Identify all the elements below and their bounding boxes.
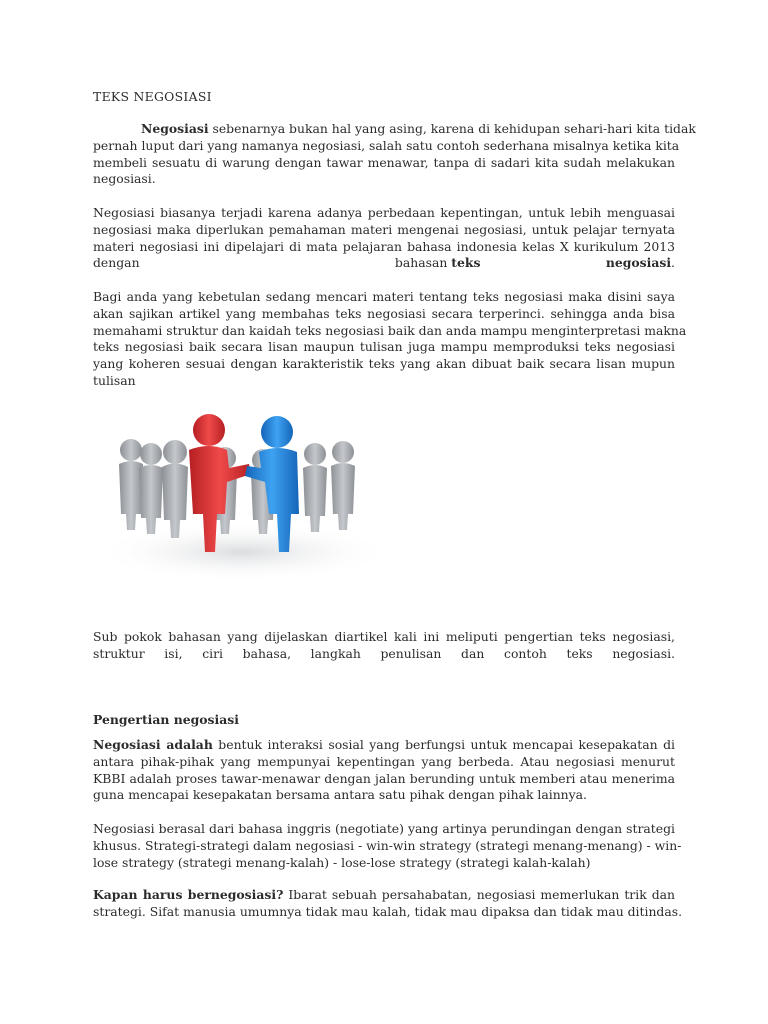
p2-word-bahasan: bahasan [394,255,448,271]
p2-bold-teks: teks [451,255,481,271]
p6-line-1: Negosiasi berasal dari bahasa inggris (negotiate) yang artinya perundingan dengan strategi [93,821,675,836]
p2-line-4 [93,255,675,272]
p7-text-1: Ibarat sebuah persahabatan, negosiasi memerlukan trik dan [283,887,675,902]
p2-line-3: materi negosiasi ini dipelajari di mata pelajaran bahasa indonesia kelas X kurikulum 2013 [93,238,675,254]
intro-paragraph [93,121,696,188]
grey-person [119,439,143,530]
p2-bold-negosiasi: negosiasi [605,255,672,271]
paragraph-asal-kata [93,821,682,871]
p6-line-2: khusus. Strategi-strategi dalam negosiasi - win-win strategy (strategi menang-menang) - win- [93,837,682,853]
p7-line-1 [93,887,675,904]
p2-word-group [265,255,481,272]
intro-line-3: membeli sesuatu di warung dengan tawar menawar, tanpa di sadari kita sudah melakukan [93,154,675,170]
p3-line-1: Bagi anda yang kebetulan sedang mencari materi tentang teks negosiasi maka disini saya [93,289,675,304]
p2-period: . [671,255,675,271]
paragraph-kapan [93,887,683,921]
p5-text-1: bentuk interaksi sosial yang berfungsi untuk mencapai kesepakatan di [212,737,675,752]
intro-bold-lead: Negosiasi [141,121,209,136]
p5-line-1 [93,737,675,754]
intro-text-1: sebenarnya bukan hal yang asing, karena di kehidupan sehari-hari kita tidak [208,121,696,136]
paragraph-sub-pokok [93,629,675,663]
p6-line-3: lose strategy (strategi menang-kalah) - lose-lose strategy (strategi kalah-kalah) [93,854,591,870]
paragraph-definisi [93,737,675,804]
handshake-people-illustration [93,402,393,582]
heading-pengertian: Pengertian negosiasi [93,712,239,727]
p7-line-2: strategi. Sifat manusia umumnya tidak mau kalah, tidak mau dipaksa dan tidak mau ditindas. [93,903,683,919]
p2-word-negosiasi-group [606,255,675,272]
handshake-svg [93,402,393,582]
p2-line-2: negosiasi maka diperlukan pemahaman materi mengenai negosiasi, untuk pelajar ternyata [93,221,675,237]
paragraph-kepentingan [93,205,675,272]
p5-line-4: guna mencapai kesepakatan bersama antara satu pihak dengan pihak lainnya. [93,787,587,803]
p2-word-dengan: dengan [93,255,140,271]
p4-line-2: struktur isi, ciri bahasa, langkah penulisan dan contoh teks negosiasi. [93,645,675,661]
p7-bold-lead: Kapan harus bernegosiasi? [93,887,284,902]
p3-line-3: memahami struktur dan kaidah teks negosiasi baik dan anda mampu menginterpretasi makna [93,322,687,338]
p3-line-5: yang koheren sesuai dengan karakteristik teks yang akan dibuat baik secara lisan mupun [93,356,675,372]
page-title: TEKS NEGOSIASI [93,89,212,104]
p3-line-4: teks negosiasi baik secara lisan maupun tulisan juga mampu memproduksi teks negosiasi [93,339,675,355]
p5-bold-lead: Negosiasi adalah [93,737,213,752]
intro-line-4: negosiasi. [93,171,156,187]
p4-line-1: Sub pokok bahasan yang dijelaskan diartikel kali ini meliputi pengertian teks negosiasi, [93,629,675,644]
p5-line-2: antara pihak-pihak yang mempunyai kepentingan yang berbeda. Atau negosiasi menurut [93,753,675,769]
p5-line-3: KBBI adalah proses tawar-menawar dengan jalan berunding untuk memberi atau menerima [93,770,675,786]
paragraph-materi [93,289,687,390]
p3-line-2: akan sajikan artikel yang membahas teks negosiasi secara terperinci. sehingga anda bisa [93,305,675,321]
p2-line-1: Negosiasi biasanya terjadi karena adanya perbedaan kepentingan, untuk lebih menguasai [93,205,675,220]
p3-line-6: tulisan [93,372,136,388]
intro-line-1 [93,121,696,138]
intro-line-2: pernah luput dari yang namanya negosiasi, salah satu contoh sederhana misalnya ketika kita [93,137,680,153]
